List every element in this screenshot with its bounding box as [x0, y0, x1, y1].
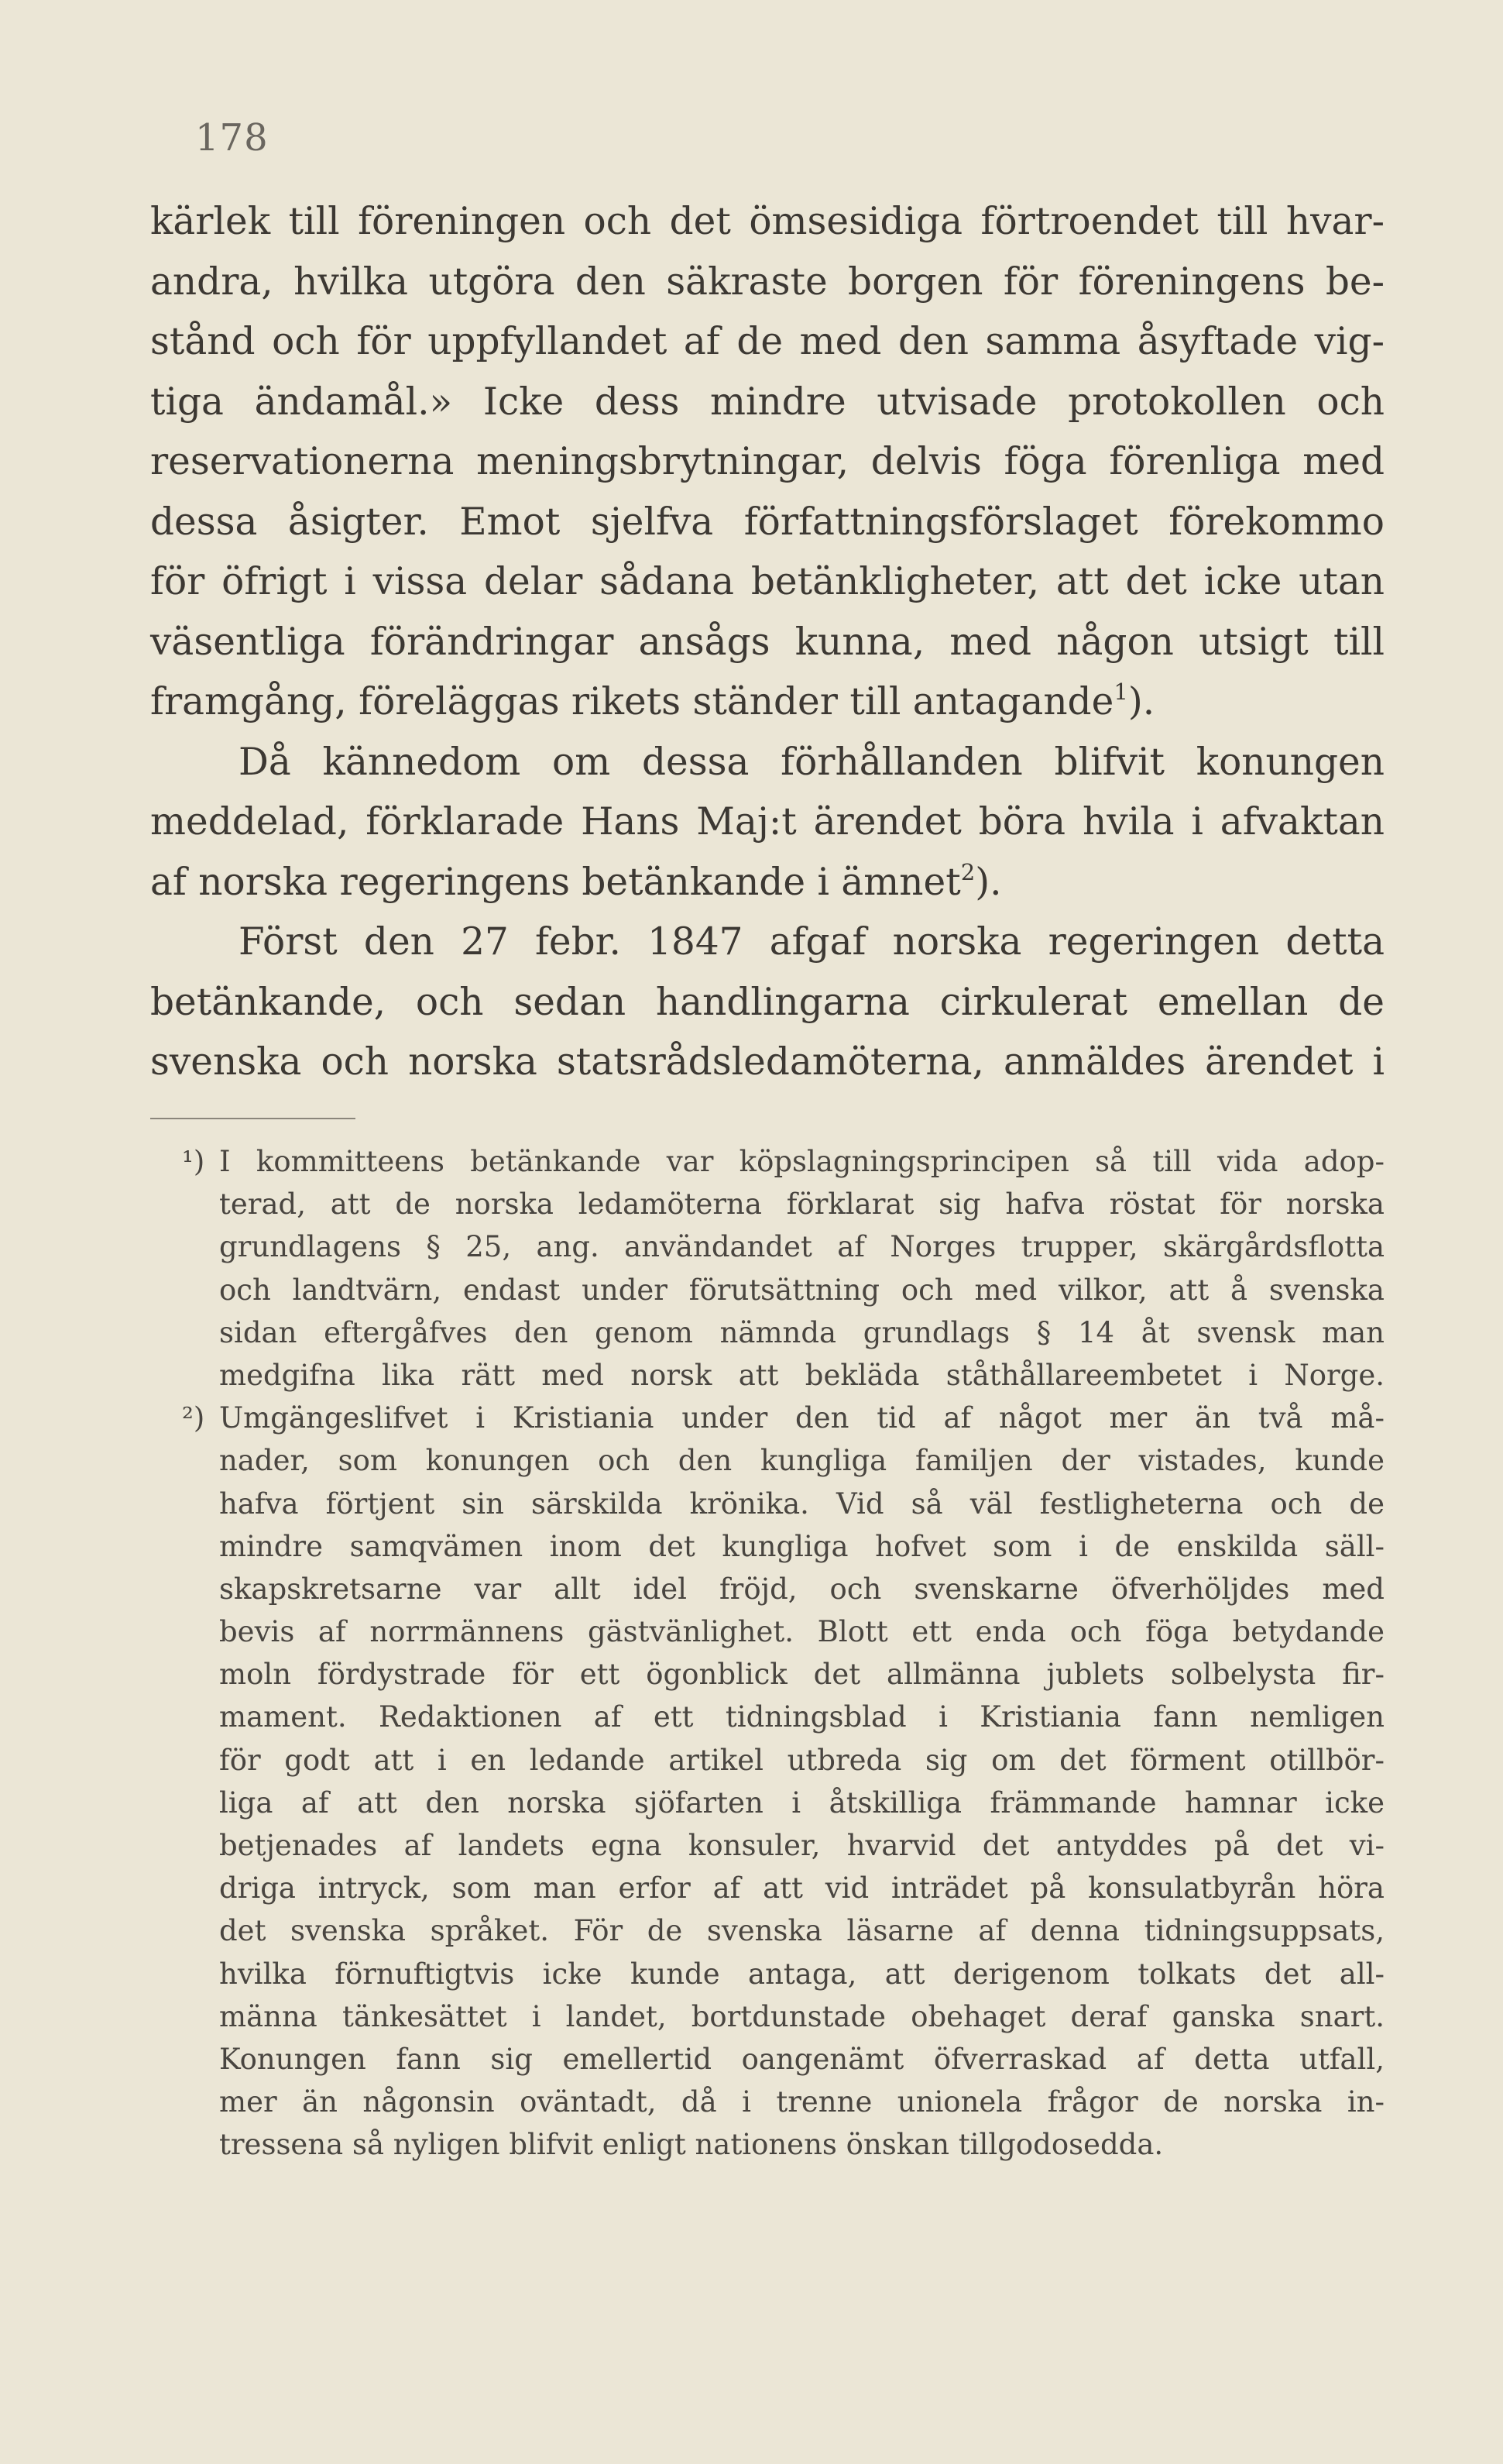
footnote-ref-1: 1: [1114, 679, 1128, 706]
footnote-2-line: mer än någonsin oväntadt, då i trenne unionela frågor de norska in-: [219, 2085, 1385, 2119]
footnote-text: I kommitteens betänkande var köpslagningsprincipen så till vida adop-: [219, 1145, 1385, 1178]
footnote-2-line: hafva förtjent sin särskilda krönika. Vid så väl festligheterna och de: [219, 1486, 1385, 1521]
footnote-ref-2-close: ).: [975, 860, 1002, 904]
footnote-2-line: mament. Redaktionen af ett tidningsblad i Kristiania fann nemligen: [219, 1700, 1385, 1734]
page-number: 178: [195, 116, 269, 160]
footnotes: [150, 1140, 1385, 2167]
footnote-2-line: mindre samqvämen inom det kungliga hofvet som i de enskilda säll-: [219, 1529, 1385, 1563]
footnote-2-line: moln fördystrade för ett ögonblick det allmänna jublets solbelysta fir-: [219, 1658, 1385, 1692]
footnote-1-line: grundlagens § 25, ang. användandet af Norges trupper, skärgårdsflotta: [219, 1230, 1385, 1264]
body-line: Då kännedom om dessa förhållanden blifvit konungen: [238, 740, 1385, 784]
body-line: kärlek till föreningen och det ömsesidiga förtroendet till hvar-: [150, 200, 1385, 243]
body-line: meddelad, förklarade Hans Maj:t ärendet böra hvila i afvaktan: [150, 800, 1385, 844]
footnote-2-line: Konungen fann sig emellertid oangenämt öfverraskad af detta utfall,: [219, 2042, 1385, 2076]
footnote-2-line: bevis af norrmännens gästvänlighet. Blott ett enda och föga betydande: [219, 1615, 1385, 1649]
footnote-divider: [150, 1118, 355, 1119]
footnote-1-marker: ¹): [182, 1145, 205, 1178]
footnote-2-line: driga intryck, som man erfor af att vid inträdet på konsulatbyrån höra: [219, 1871, 1385, 1906]
footnote-1-line: sidan eftergåfves den genom nämnda grundlags § 14 åt svensk man: [219, 1315, 1385, 1349]
footnote-2-line: tressena så nyligen blifvit enligt nationens önskan tillgodosedda.: [219, 2128, 1164, 2162]
body-line: andra, hvilka utgöra den säkraste borgen för föreningens be-: [150, 259, 1385, 304]
footnote-1-line: och landtvärn, endast under förutsättning och med vilkor, att å svenska: [219, 1273, 1385, 1307]
footnote-1-line: [150, 1140, 1385, 1183]
footnote-2-line: för godt att i en ledande artikel utbreda sig om det förment otillbör-: [219, 1743, 1385, 1777]
footnote-2-line: det svenska språket. För de svenska läsarne af denna tidningsuppsats,: [219, 1914, 1385, 1948]
footnote-2-marker: ²): [182, 1401, 205, 1435]
body-line: tiga ändamål.» Icke dess mindre utvisade protokollen och: [150, 380, 1385, 424]
body-line: dessa åsigter. Emot sjelfva författningsförslaget förekommo: [150, 500, 1385, 544]
footnote-2-line: hvilka förnuftigtvis icke kunde antaga, att derigenom tolkats det all-: [219, 1957, 1385, 1991]
body-line: för öfrigt i vissa delar sådana betänkligheter, att det icke utan: [150, 560, 1385, 603]
body-line-text: af norska regeringens betänkande i ämnet: [150, 860, 961, 904]
body-text: [150, 192, 1385, 1093]
footnote-1-line: terad, att de norska ledamöterna förklarat sig hafva röstat för norska: [219, 1187, 1385, 1222]
footnote-1-line: medgifna lika rätt med norsk att bekläda ståthållareembetet i Norge.: [219, 1358, 1385, 1392]
footnote-ref-2: 2: [960, 858, 976, 885]
body-line: Först den 27 febr. 1847 afgaf norska regeringen detta: [238, 920, 1385, 964]
footnote-ref-1-close: ).: [1127, 680, 1155, 723]
footnote-text: Umgängeslifvet i Kristiania under den tid af något mer än två må-: [219, 1401, 1385, 1435]
body-line: stånd och för uppfyllandet af de med den samma åsyftade vig-: [150, 320, 1385, 363]
footnote-2-line: betjenades af landets egna konsuler, hvarvid det antyddes på det vi-: [219, 1829, 1385, 1862]
body-line: [150, 853, 1385, 913]
body-line: [150, 672, 1385, 733]
footnote-2-line: männa tänkesättet i landet, bortdunstade obehaget deraf ganska snart.: [219, 1999, 1385, 2033]
body-line: väsentliga förändringar ansågs kunna, med någon utsigt till: [150, 620, 1385, 664]
body-line: reservationerna meningsbrytningar, delvis föga förenliga med: [150, 440, 1385, 483]
footnote-2-line: skapskretsarne var allt idel fröjd, och svenskarne öfverhöljdes med: [219, 1572, 1385, 1606]
body-line-text: framgång, föreläggas rikets ständer till antagande: [150, 680, 1114, 723]
body-line: svenska och norska statsrådsledamöterna, anmäldes ärendet i: [150, 1040, 1385, 1084]
footnote-2-line: [150, 1397, 1385, 1439]
footnote-2-line: nader, som konungen och den kungliga familjen der vistades, kunde: [219, 1444, 1385, 1478]
footnote-2-line: liga af att den norska sjöfarten i åtskilliga främmande hamnar icke: [219, 1785, 1385, 1820]
body-line: betänkande, och sedan handlingarna cirkulerat emellan de: [150, 980, 1385, 1024]
